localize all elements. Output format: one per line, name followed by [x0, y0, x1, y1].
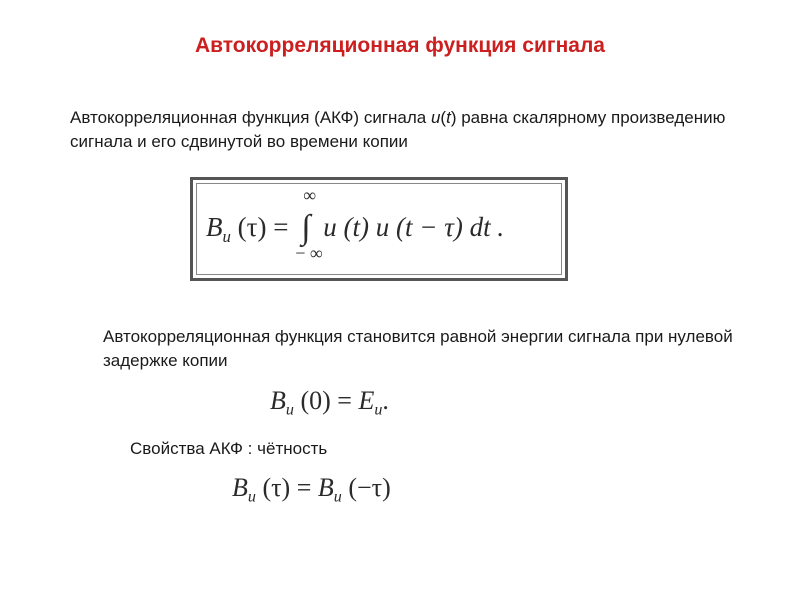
formula3-sub2: u	[333, 488, 342, 506]
formula2-sub: u	[285, 401, 294, 419]
signal-u-symbol: u	[430, 108, 441, 127]
acf-definition-after: равна скалярному произведению сигнала и его сдвинутой во времени копии	[70, 108, 726, 151]
formula1-sub: u	[222, 226, 231, 246]
formula2-esub: u	[374, 401, 383, 419]
evenness-formula	[232, 473, 391, 507]
formula1-integrand: u (t) u (t − τ) dt .	[316, 212, 505, 242]
formula3-B2: B	[317, 473, 334, 502]
formula3-rhs: (−τ)	[341, 473, 391, 502]
formula2-E: E	[358, 386, 375, 415]
formula3-sub: u	[247, 488, 256, 506]
formula3-B: B	[232, 473, 248, 502]
integral-upper-limit: ∞	[303, 185, 317, 205]
acf-integral-formula	[206, 185, 505, 263]
formula3-lhs: (τ) =	[255, 473, 318, 502]
acf-definition-text	[70, 106, 760, 154]
formula2-dot: .	[382, 386, 389, 415]
zero-delay-energy-text: Автокорреляционная функция становится равной энергии сигнала при нулевой задержке копии	[103, 327, 733, 370]
formula2-lhs: (0) =	[293, 386, 359, 415]
paren-open: (	[440, 108, 447, 127]
paren-close: )	[450, 108, 457, 127]
formula1-B: B	[206, 212, 223, 242]
integral-symbol: ∫	[301, 209, 311, 246]
signal-t-symbol: t	[446, 108, 451, 127]
formula2-B: B	[270, 386, 286, 415]
acf-definition-before: Автокорреляционная функция (АКФ) сигнала	[70, 108, 431, 127]
zero-delay-formula	[270, 386, 389, 420]
integral-lower-limit: − ∞	[295, 243, 323, 263]
slide-title: Автокорреляционная функция сигнала	[194, 34, 605, 57]
acf-properties-text: Свойства АКФ : чётность	[130, 439, 328, 458]
formula1-lhs-arg: (τ) =	[230, 212, 296, 242]
integral-sign	[295, 185, 323, 263]
